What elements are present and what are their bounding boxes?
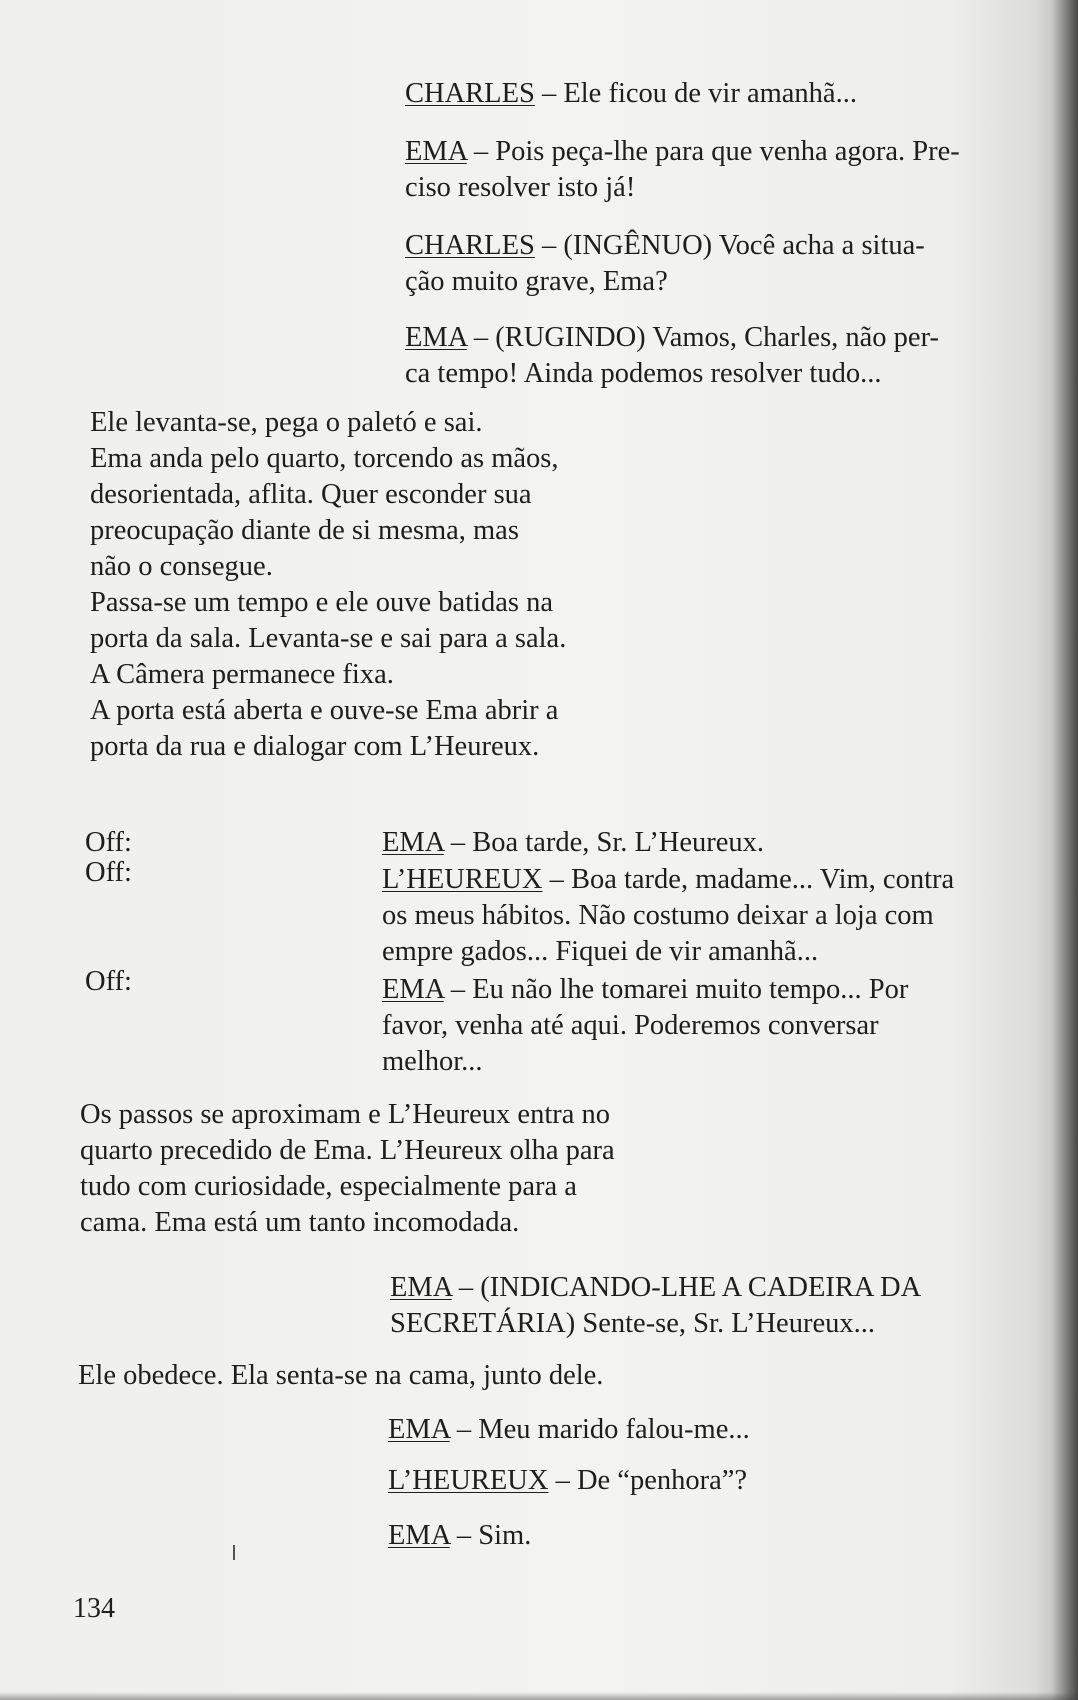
page-bottom-edge [0, 1692, 1078, 1700]
direction-line: desorientada, aflita. Quer esconder sua [90, 479, 532, 510]
dialogue-line: ca tempo! Ainda podemos resolver tudo... [405, 358, 882, 389]
dialogue-line: – De “penhora”? [555, 1465, 748, 1496]
speaker-name: EMA [405, 136, 467, 167]
stage-direction-2 [80, 1097, 615, 1241]
dialogue-line: – Eu não lhe tomarei muito tempo... Por [450, 974, 909, 1005]
off-label: Off: [85, 827, 132, 858]
dialogue-line: os meus hábitos. Não costumo deixar a loja com [382, 900, 934, 931]
speaker-name: EMA [388, 1520, 450, 1551]
speaker-name: EMA [382, 827, 444, 858]
dialogue-ema-1 [405, 134, 960, 206]
book-spine-shadow [1052, 0, 1078, 1700]
direction-line: cama. Ema está um tanto incomodada. [80, 1207, 520, 1238]
page-number: 134 [73, 1593, 115, 1624]
direction-line: porta da rua e dialogar com L’Heureux. [90, 731, 540, 762]
speaker-name: L’HEUREUX [382, 864, 543, 895]
direction-line: quarto precedido de Ema. L’Heureux olha para [80, 1135, 615, 1166]
dialogue-lheureux [388, 1463, 747, 1499]
speaker-name: EMA [405, 322, 467, 353]
speaker-name: EMA [382, 974, 444, 1005]
speaker-name: L’HEUREUX [388, 1465, 549, 1496]
dialogue-line: SECRETÁRIA) Sente-se, Sr. L’Heureux... [390, 1308, 875, 1339]
dialogue-line: – Ele ficou de vir amanhã... [541, 78, 857, 109]
dialogue-line: melhor... [382, 1046, 483, 1077]
direction-line: A Câmera permanece fixa. [90, 659, 394, 690]
direction-line: Ema anda pelo quarto, torcendo as mãos, [90, 443, 559, 474]
dialogue-line: empre gados... Fiquei de vir amanhã... [382, 936, 819, 967]
direction-line: tudo com curiosidade, especialmente para a [80, 1171, 577, 1202]
direction-line: Ele obedece. Ela senta-se na cama, junto dele. [78, 1360, 604, 1391]
dialogue-ema-4 [388, 1412, 750, 1448]
off-label: Off: [85, 966, 132, 997]
dialogue-line: – Boa tarde, Sr. L’Heureux. [450, 827, 765, 858]
dialogue-line: – Pois peça-lhe para que venha agora. Pre- [473, 136, 960, 167]
direction-line: Os passos se aproximam e L’Heureux entra no [80, 1099, 611, 1130]
dialogue-ema-off-2 [382, 972, 908, 1080]
direction-line: Passa-se um tempo e ele ouve batidas na [90, 587, 553, 618]
speaker-name: CHARLES [405, 78, 535, 109]
dialogue-line: – Meu marido falou-me... [456, 1414, 750, 1445]
dialogue-lheureux-off [382, 862, 954, 970]
speaker-name: EMA [388, 1414, 450, 1445]
speaker-name: CHARLES [405, 230, 535, 261]
stage-direction-3 [78, 1358, 603, 1394]
dialogue-ema-3 [390, 1270, 921, 1342]
stage-direction-1 [90, 405, 566, 765]
dialogue-charles-2 [405, 228, 925, 300]
dialogue-charles-1 [405, 76, 857, 112]
pencil-mark [233, 1545, 235, 1560]
dialogue-line: ção muito grave, Ema? [405, 266, 668, 297]
direction-line: Ele levanta-se, pega o paletó e sai. [90, 407, 483, 438]
direction-line: preocupação diante de si mesma, mas [90, 515, 519, 546]
dialogue-line: – (RUGINDO) Vamos, Charles, não per- [473, 322, 939, 353]
dialogue-ema-5 [388, 1518, 531, 1554]
dialogue-line: favor, venha até aqui. Poderemos conversar [382, 1010, 879, 1041]
direction-line: não o consegue. [90, 551, 273, 582]
dialogue-ema-2 [405, 320, 939, 392]
speaker-name: EMA [390, 1272, 452, 1303]
direction-line: porta da sala. Levanta-se e sai para a sala. [90, 623, 567, 654]
dialogue-line: – (INDICANDO-LHE A CADEIRA DA [458, 1272, 922, 1303]
dialogue-line: ciso resolver isto já! [405, 172, 636, 203]
dialogue-ema-off-1 [382, 825, 764, 861]
dialogue-line: – (INGÊNUO) Você acha a situa- [541, 230, 925, 261]
direction-line: A porta está aberta e ouve-se Ema abrir a [90, 695, 559, 726]
dialogue-line: – Boa tarde, madame... Vim, contra [549, 864, 955, 895]
dialogue-line: – Sim. [456, 1520, 532, 1551]
off-label: Off: [85, 857, 132, 888]
